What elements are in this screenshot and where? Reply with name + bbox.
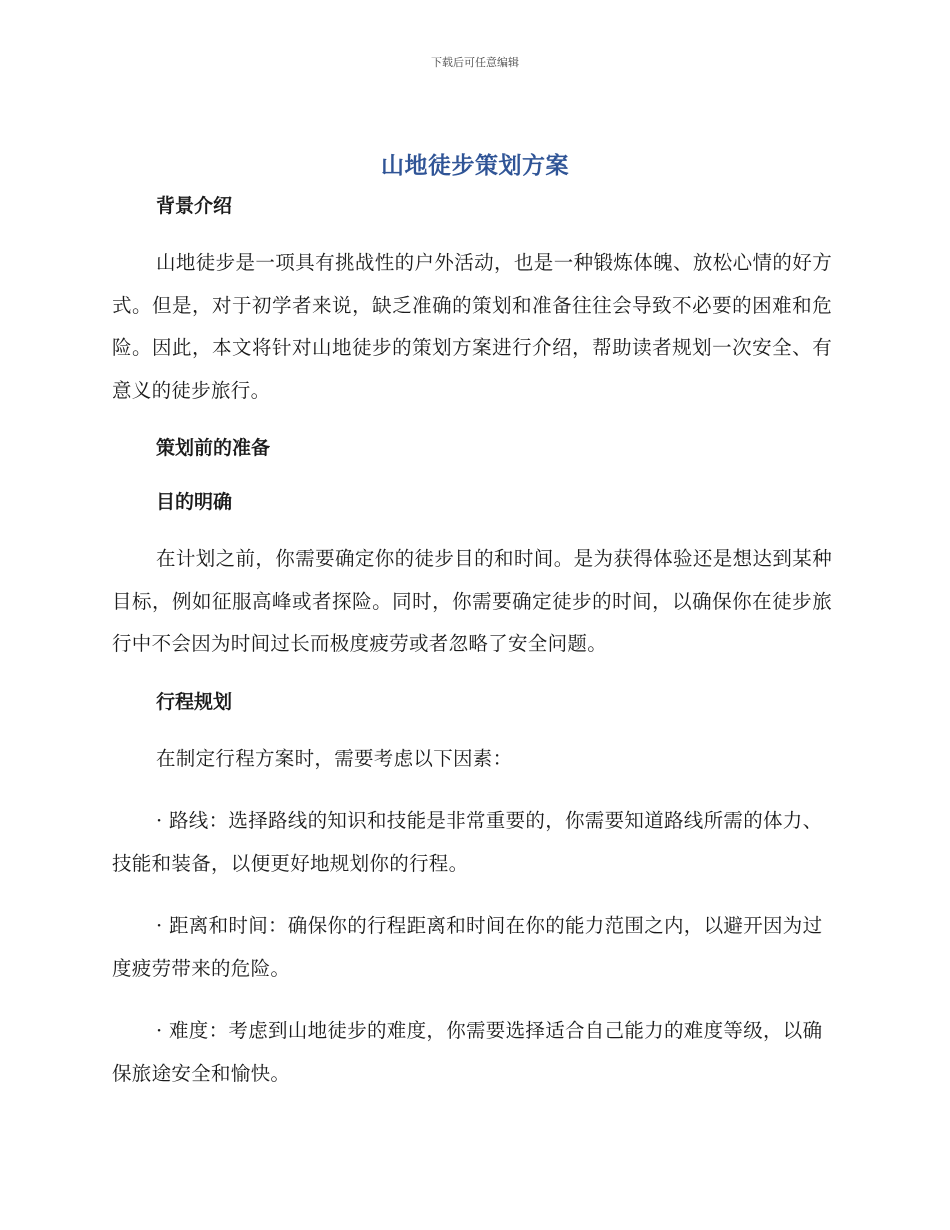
section-heading-preparation: 策划前的准备 (156, 437, 271, 459)
section-heading-background: 背景介绍 (156, 195, 233, 217)
list-item-distance-time: · 距离和时间：确保你的行程距离和时间在你的能力范围之内，以避开因为过度疲劳带来的危险。 (112, 914, 823, 980)
section-heading-itinerary: 行程规划 (156, 690, 233, 713)
paragraph-background: 山地徒步是一项具有挑战性的户外活动，也是一种锻炼体魄、放松心情的好方式。但是，对于初学者来说，缺乏准确的策划和准备往往会导致不必要的困难和危险。因此，本文将针对山地徒步的策划方案进行介绍，帮助读者规划一次安全、有意义的徒步旅行。 (112, 251, 832, 402)
paragraph-itinerary-intro: 在制定行程方案时，需要考虑以下因素： (156, 746, 513, 770)
page-header-note: 下载后可任意编辑 (431, 56, 519, 69)
section-heading-goal: 目的明确 (156, 491, 233, 513)
document-title: 山地徒步策划方案 (381, 153, 569, 179)
document-body (112, 190, 832, 1095)
paragraph-goal: 在计划之前，你需要确定你的徒步目的和时间。是为获得体验还是想达到某种目标，例如征服高峰或者探险。同时，你需要确定徒步的时间，以确保你在徒步旅行中不会因为时间过长而极度疲劳或者忽略了安全问题。 (112, 547, 832, 655)
list-item-route: · 路线：选择路线的知识和技能是非常重要的，你需要知道路线所需的体力、技能和装备，以便更好地规划你的行程。 (112, 809, 823, 875)
list-item-difficulty: · 难度：考虑到山地徒步的难度，你需要选择适合自己能力的难度等级，以确保旅途安全和愉快。 (112, 1019, 823, 1085)
